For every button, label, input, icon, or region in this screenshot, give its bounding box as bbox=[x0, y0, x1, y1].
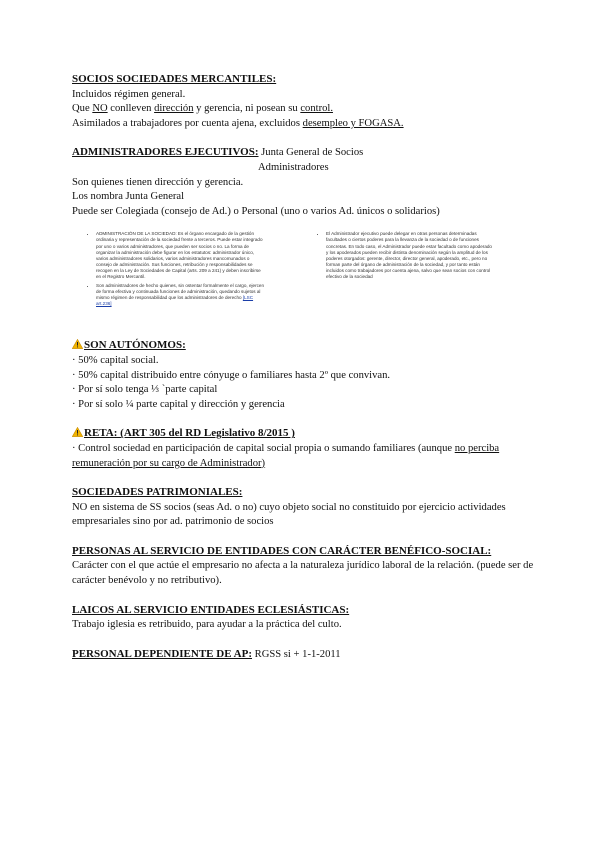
section-reta bbox=[72, 426, 542, 471]
section-patrimoniales bbox=[72, 485, 542, 530]
heading-benefico-social: PERSONAS AL SERVICIO DE ENTIDADES CON CARÁCTER BENÉFICO-SOCIAL: bbox=[72, 544, 492, 557]
excerpt-right-bullet-1: • El Administrador ejecutivo puede delegar en otras personas determinadas facultades o ciertos poderes para la llevanza de la sociedad o de funciones concretas. En todo caso, el Administrador puede estar facultado como apoderado y los apoderados pueden recibir distinta denominación según la amplitud de los poderes otorgados: gerente, director, director general, apoderado, etc., pero no forman parte del órgano de administración de la sociedad, y por tanto están incluidos como trabajadores por cuenta ajena, salvo que sean socios con control efectivo de la sociedad bbox=[326, 231, 492, 280]
section-socios bbox=[72, 72, 542, 131]
section-administradores bbox=[72, 145, 542, 219]
socios-line-3 bbox=[72, 117, 542, 132]
section-autonomos bbox=[72, 338, 542, 412]
autonomos-item: · 50% capital social. bbox=[72, 354, 159, 366]
warning-triangle-icon bbox=[72, 339, 83, 349]
admin-line-1: Son quienes tienen dirección y gerencia. bbox=[72, 176, 244, 188]
underlined-control: control. bbox=[300, 103, 333, 115]
rgss-text: RGSS si + 1-1-2011 bbox=[252, 648, 341, 660]
excerpt-link[interactable]: [LSC art.236] bbox=[96, 295, 254, 307]
heading-personal-dependiente: PERSONAL DEPENDIENTE DE AP: bbox=[72, 647, 253, 660]
patrimoniales-text: NO en sistema de SS socios (seas Ad. o no) cuyo objeto social no constituido por ejercicio actividades empresariales sino por ad. patrimonio de socios bbox=[72, 501, 506, 528]
underlined-direccion: dirección bbox=[154, 103, 194, 115]
admin-heading-line bbox=[72, 145, 542, 161]
excerpt-image-right bbox=[320, 231, 492, 283]
document-page bbox=[72, 72, 542, 662]
excerpt-image-left bbox=[90, 231, 265, 310]
laicos-text: Trabajo iglesia es retribuido, para ayudar a la práctica del culto. bbox=[72, 619, 342, 631]
section-personal-dependiente bbox=[72, 647, 542, 663]
underlined-remuneracion: no perciba remuneración por su cargo de Administrador) bbox=[72, 442, 500, 469]
text: y gerencia, ni posean su bbox=[193, 103, 301, 115]
text: conlleven bbox=[107, 103, 155, 115]
reta-text bbox=[72, 442, 542, 471]
text: Que bbox=[72, 103, 93, 115]
autonomos-item: · Por sí solo tenga ⅓ `parte capital bbox=[72, 384, 218, 396]
admin-line-3: Puede ser Colegiada (consejo de Ad.) o Personal (uno o varios Ad. únicos o solidarios) bbox=[72, 205, 440, 217]
heading-administradores: ADMINISTRADORES EJECUTIVOS: bbox=[72, 146, 259, 159]
text: · Control sociedad en participación de capital social propia o sumando familiares (aunque bbox=[72, 442, 455, 454]
heading-reta: RETA: (ART 305 del RD Legislativo 8/2015 ) bbox=[84, 427, 295, 440]
text: Asimilados a trabajadores por cuenta ajena, excluidos bbox=[72, 117, 303, 129]
heading-autonomos: SON AUTÓNOMOS: bbox=[84, 339, 186, 352]
section-benefico-social bbox=[72, 544, 542, 589]
admin-line-2: Los nombra Junta General bbox=[72, 191, 185, 203]
section-laicos bbox=[72, 603, 542, 633]
embedded-excerpts bbox=[72, 231, 542, 329]
junta-general-text: Junta General de Socios bbox=[258, 147, 364, 159]
heading-socios: SOCIOS SOCIEDADES MERCANTILES: bbox=[72, 73, 277, 85]
autonomos-item: · Por sí solo ¼ parte capital y dirección y gerencia bbox=[72, 398, 285, 410]
admin-indent-line: Administradores bbox=[258, 161, 329, 173]
warning-triangle-icon bbox=[72, 427, 83, 437]
excerpt-left-bullet-1: • ADMINISTRACIÓN DE LA SOCIEDAD: Es el órgano encargado de la gestión ordinaria y representación de la sociedad frente a terceros. Puede estar integrado por uno o varios administradores, que pueden ser socios o no. La forma de organizar la administración debe figurar en los estatutos: administrador único, varios administradores solidarios, varios administradores mancomunados o consejo de administración. Sus funciones, retribución y responsabilidades se recogen en la Ley de Sociedades de Capital (arts. 209 a 241) y deben inscribirse en el Registro Mercantil. bbox=[96, 231, 265, 280]
excerpt-left-bullet-2 bbox=[96, 283, 265, 307]
text: Son administradores de hecho quienes, sin ostentar formalmente el cargo, ejercen de forma efectiva y continuada funciones de administración, quedando sujetos al mismo régimen de responsabilidad que los administradores de derecho bbox=[96, 283, 265, 301]
autonomos-item: · 50% capital distribuido entre cónyuge o familiares hasta 2º que convivan. bbox=[72, 369, 391, 381]
benefico-text: Carácter con el que actúe el empresario no afecta a la naturaleza jurídico laboral de la relación. (puede ser de carácter benévolo y no retributivo). bbox=[72, 560, 534, 587]
heading-laicos: LAICOS AL SERVICIO ENTIDADES ECLESIÁSTICAS: bbox=[72, 603, 350, 616]
underlined-desempleo: desempleo y FOGASA. bbox=[302, 117, 404, 129]
socios-line-1: Incluidos régimen general. bbox=[72, 88, 186, 100]
socios-line-2 bbox=[72, 102, 542, 117]
underlined-no: NO bbox=[92, 103, 108, 115]
heading-patrimoniales: SOCIEDADES PATRIMONIALES: bbox=[72, 486, 243, 499]
